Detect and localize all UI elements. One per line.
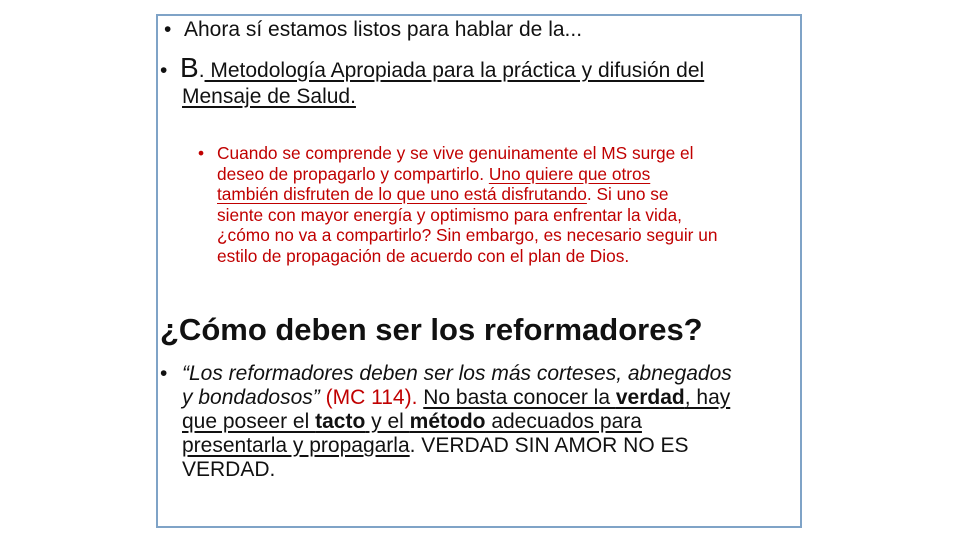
paragraph-line-4: siente con mayor energía y optimismo para enfrentar la vida, (217, 204, 682, 225)
paragraph-line-3b: . Si uno se (586, 184, 669, 204)
bullet-intro-text: Ahora sí estamos listos para hablar de la... (184, 18, 583, 41)
sub-bullet-paragraph (198, 143, 798, 266)
bullet-intro (164, 16, 794, 44)
section-heading: ¿Cómo deben ser los reformadores? (160, 312, 703, 347)
quote-l2-u2: , hay (684, 386, 731, 409)
section-letter-dot: . (198, 59, 205, 82)
bullet-marker: • (160, 362, 168, 385)
paragraph-line-5: ¿cómo no va a compartirlo? Sin embargo, es necesario seguir un (217, 225, 718, 245)
quote-l4-rest: . VERDAD SIN AMOR NO ES (409, 434, 689, 457)
quote-l2-u1: No basta conocer la (423, 386, 616, 409)
paragraph-line-6: estilo de propagación de acuerdo con el plan de Dios. (217, 245, 630, 266)
paragraph-line-2b: Uno quiere que otros (488, 163, 651, 184)
quote-l5: VERDAD. (182, 458, 276, 481)
paragraph-line-3a: también disfruten de lo que uno está disfrutando (217, 184, 587, 204)
paragraph-line-1: Cuando se comprende y se vive genuinamente el MS surge el (217, 143, 694, 163)
quote-l2-bold-verdad: verdad (615, 386, 685, 409)
bullet-quote (160, 362, 800, 482)
quote-reference: (MC 114). (325, 386, 418, 409)
quote-l4-u1: presentarla y propagarla (182, 434, 410, 457)
bullet-marker: • (160, 59, 168, 82)
section-title-line2: Mensaje de Salud. (182, 85, 356, 108)
section-title-line1: Metodología Apropiada para la práctica y difusión del (204, 59, 705, 82)
quote-l3-u1: que poseer el (182, 410, 316, 433)
quote-l3-u2: y el (365, 410, 410, 433)
bullet-section-b (160, 52, 800, 110)
quote-l3-bold-tacto: tacto (315, 410, 366, 433)
bullet-marker: • (164, 18, 172, 41)
paragraph-line-2a: deseo de propagarlo y compartirlo. (217, 163, 489, 184)
quote-line-1: “Los reformadores deben ser los más corteses, abnegados (182, 362, 732, 385)
quote-l3-u3: adecuados para (485, 410, 642, 433)
section-letter: B (180, 52, 199, 83)
quote-line-2: y bondadosos” (182, 386, 326, 409)
quote-l3-bold-metodo: método (409, 410, 486, 433)
sub-bullet-marker: • (198, 143, 205, 163)
